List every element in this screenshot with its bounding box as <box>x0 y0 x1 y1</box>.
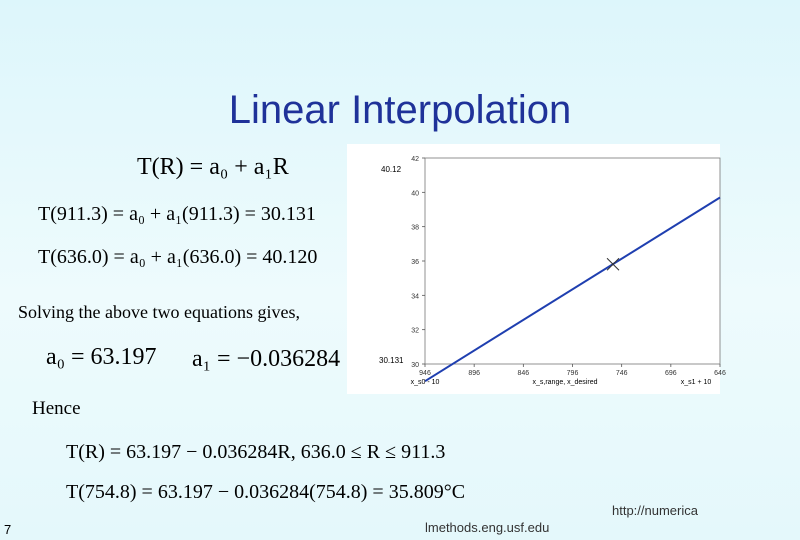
y-tick-label: 36 <box>411 259 419 266</box>
x-tick-label: 946 <box>419 370 431 377</box>
slide-title: Linear Interpolation <box>228 88 572 132</box>
x-label-left: x_s0 - 10 <box>410 379 440 386</box>
x-label-right: x_s1 + 10 <box>680 379 712 386</box>
y-tick-label: 34 <box>411 293 419 301</box>
page-number: 7 <box>4 522 12 537</box>
a1-value: a₁ = −0.036284 <box>192 346 341 372</box>
x-tick-label: 846 <box>517 370 530 377</box>
hence-text: Hence <box>32 398 81 419</box>
y-tick-label: 40 <box>411 190 419 198</box>
y-bottom-annotation: 30.131 <box>379 356 404 365</box>
y-tick-label: 42 <box>411 156 419 163</box>
y-tick-label: 32 <box>411 327 419 335</box>
x-tick-label: 696 <box>664 370 677 377</box>
x-tick-label: 796 <box>566 370 579 377</box>
footer-url-part2[interactable]: lmethods.eng.usf.edu <box>425 520 550 535</box>
result-equation-1: T(R) = 63.197 − 0.036284R, 636.0 ≤ R ≤ 911.3 <box>66 441 446 463</box>
y-tick-label: 38 <box>411 224 419 232</box>
footer-url-part1[interactable]: http://numerica <box>612 503 698 518</box>
x-tick-label: 646 <box>714 370 726 377</box>
model-equation: T(R) = a₀ + a₁R <box>137 154 289 180</box>
x-label-mid: x_s,range, x_desired <box>532 379 598 386</box>
solving-text: Solving the above two equations gives, <box>18 302 300 322</box>
interpolation-chart <box>347 144 726 394</box>
result-equation-2: T(754.8) = 63.197 − 0.036284(754.8) = 35.809°C <box>66 481 466 503</box>
x-tick-label: 746 <box>615 370 628 377</box>
equation-2: T(636.0) = a₀ + a₁(636.0) = 40.120 <box>38 246 318 268</box>
a0-value: a₀ = 63.197 <box>46 344 157 370</box>
x-tick-label: 896 <box>468 370 481 377</box>
equation-1: T(911.3) = a₀ + a₁(911.3) = 30.131 <box>38 203 316 225</box>
y-top-annotation: 40.12 <box>381 165 402 174</box>
y-tick-label: 30 <box>411 362 419 369</box>
